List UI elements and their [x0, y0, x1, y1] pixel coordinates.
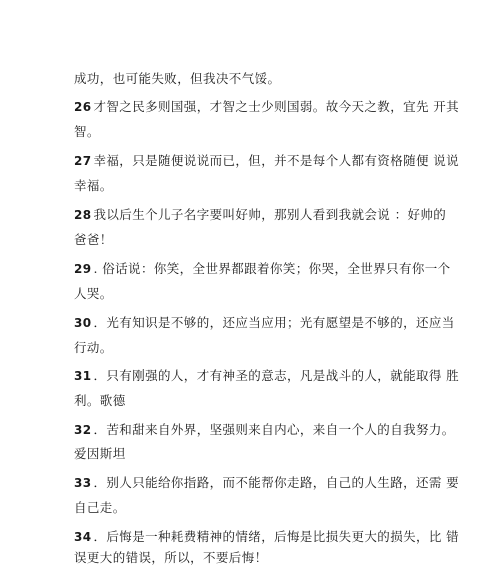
entry-28-line-1: 28 我以后生个儿子名字要叫好帅，那别人看到我就会说 ：好帅的: [74, 207, 447, 222]
entry-31-line-2: 利。歌德: [74, 393, 126, 408]
entry-number: 26: [74, 100, 92, 114]
entry-27-line-2: 幸福。: [74, 178, 113, 193]
entry-26-line-1: 26 才智之民多则国强，才智之士少则国弱。故今天之教，宜先 开其: [74, 99, 460, 114]
entry-31-line-1: 31 ．只有刚强的人，才有神圣的意志，凡是战斗的人，就能取得 胜: [74, 368, 460, 383]
entry-26-line-2: 智。: [74, 124, 100, 139]
entry-number: 30: [74, 316, 92, 330]
entry-number: 33: [74, 476, 92, 490]
entry-33-line-2: 自己走。: [74, 500, 126, 515]
entry-28-line-2: 爸爸！: [74, 232, 113, 247]
entry-29-line-1: 29 . 俗话说：你笑，全世界都跟着你笑；你哭，全世界只有你一个: [74, 261, 451, 276]
entry-27-line-1: 27 幸福，只是随便说说而已，但，并不是每个人都有资格随便 说说: [74, 153, 460, 168]
entry-number: 28: [74, 208, 92, 222]
entry-34-line-2: 误更大的错误，所以，不要后悔！: [74, 550, 268, 565]
entry-34-line-1: 34 ．后悔是一种耗费精神的情绪，后悔是比损失更大的损失，比 错: [74, 529, 460, 544]
entry-number: 31: [74, 369, 92, 383]
entry-32-line-1: 32 ．苦和甜来自外界，坚强则来自内心，来自一个人的自我努力。: [74, 422, 455, 437]
entry-number: 29: [74, 262, 92, 276]
entry-32-line-2: 爱因斯坦: [74, 446, 126, 461]
entry-25-line-2: 成功，也可能失败，但我决不气馁。: [74, 71, 281, 86]
entry-30-line-2: 行动。: [74, 340, 113, 355]
entry-number: 32: [74, 423, 92, 437]
entry-number: 27: [74, 154, 92, 168]
entry-number: 34: [74, 530, 92, 544]
entry-30-line-1: 30 ．光有知识是不够的，还应当应用；光有愿望是不够的，还应当: [74, 315, 455, 330]
entry-33-line-1: 33 ．别人只能给你指路，而不能帮你走路，自己的人生路，还需 要: [74, 475, 460, 490]
entry-29-line-2: 人哭。: [74, 286, 113, 301]
